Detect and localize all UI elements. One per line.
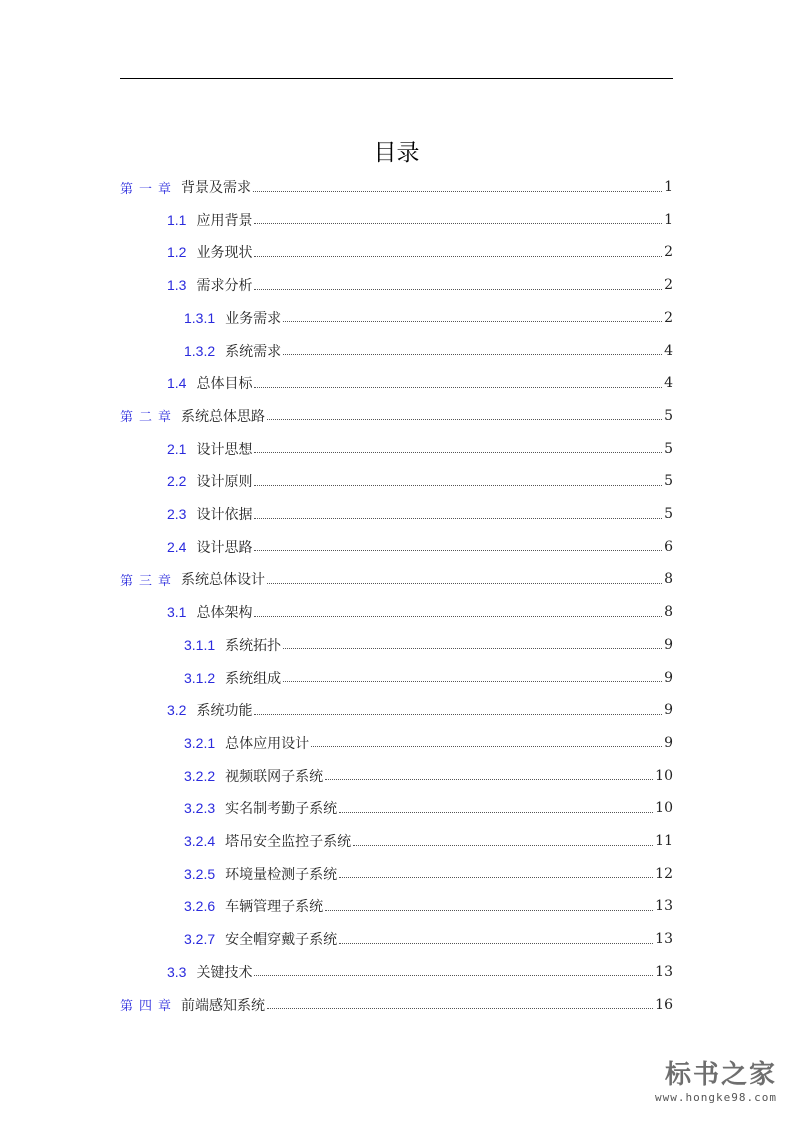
toc-entry-number: 3.2.7 <box>184 931 216 948</box>
toc-entry[interactable] <box>120 370 673 396</box>
toc-entry-number: 2.2 <box>167 473 187 490</box>
toc-entry-number: 3.1 <box>167 604 187 621</box>
toc-entry[interactable] <box>120 403 673 429</box>
toc-entry-label: 安全帽穿戴子系统 <box>225 932 338 949</box>
toc-entry-page: 4 <box>664 375 673 392</box>
toc-leader-dots <box>339 877 653 878</box>
toc-entry[interactable] <box>120 697 673 723</box>
toc-entry-label: 系统总体设计 <box>181 572 266 589</box>
toc-entry[interactable] <box>120 239 673 265</box>
toc-entry-number: 2.3 <box>167 506 187 522</box>
toc-entry-number: 3.2.6 <box>184 898 216 915</box>
toc-entry[interactable] <box>120 632 673 658</box>
toc-entry-page: 9 <box>664 636 673 653</box>
toc-entry-page: 8 <box>664 604 673 621</box>
toc-entry-page: 5 <box>664 473 673 490</box>
watermark-url: www.hongke98.com <box>655 1091 777 1104</box>
toc-entry-page: 2 <box>664 244 673 261</box>
toc-entry-label: 系统组成 <box>225 670 282 687</box>
toc-entry-page: 6 <box>664 538 673 555</box>
toc-entry-number: 2.1 <box>167 440 187 457</box>
toc-entry-page: 2 <box>664 277 673 294</box>
toc-entry-label: 总体目标 <box>196 376 253 393</box>
toc-leader-dots <box>254 975 653 976</box>
toc-leader-dots <box>283 648 662 649</box>
toc-leader-dots <box>254 485 662 486</box>
toc-entry-number: 1.4 <box>167 375 187 392</box>
toc-entry-label: 需求分析 <box>196 278 253 295</box>
toc-entry-page: 1 <box>664 179 673 195</box>
toc-entry-page: 10 <box>655 767 673 784</box>
toc-leader-dots <box>311 746 662 747</box>
toc-entry-label: 实名制考勤子系统 <box>225 801 338 818</box>
toc-entry-page: 9 <box>664 734 673 751</box>
toc-leader-dots <box>339 943 653 944</box>
toc-entry-page: 5 <box>664 440 673 457</box>
toc-leader-dots <box>267 419 662 420</box>
toc-entry-label: 业务现状 <box>196 245 253 262</box>
toc-entry-page: 9 <box>664 669 673 686</box>
toc-leader-dots <box>267 1008 653 1009</box>
toc-entry[interactable] <box>120 893 673 919</box>
toc-leader-dots <box>267 583 662 584</box>
toc-entry-number: 3.1.2 <box>184 669 216 686</box>
toc-entry-number: 1.3.1 <box>184 309 216 326</box>
toc-leader-dots <box>253 191 662 192</box>
toc-leader-dots <box>353 845 653 846</box>
toc-entry-label: 系统总体思路 <box>181 408 266 425</box>
toc-leader-dots <box>254 387 662 388</box>
toc-entry-page: 5 <box>664 407 673 424</box>
toc-entry-number: 3.2.2 <box>184 767 216 784</box>
toc-leader-dots <box>254 714 662 715</box>
toc-entry[interactable] <box>120 436 673 462</box>
toc-entry[interactable] <box>120 566 673 592</box>
toc-entry-page: 4 <box>664 342 673 359</box>
toc-leader-dots <box>254 518 662 519</box>
toc-entry[interactable] <box>120 763 673 789</box>
toc-entry-page: 8 <box>664 571 673 588</box>
toc-entry-number: 3.2 <box>167 702 187 719</box>
toc-entry-page: 1 <box>664 211 673 228</box>
toc-entry[interactable] <box>120 338 673 364</box>
toc-entry-page: 13 <box>655 931 673 948</box>
toc-entry-number: 2.4 <box>167 538 187 555</box>
toc-entry-number: 第二章 <box>120 410 178 426</box>
toc-leader-dots <box>254 550 662 551</box>
toc-entry-page: 2 <box>664 309 673 326</box>
toc-entry[interactable] <box>120 926 673 952</box>
toc-entry-page: 13 <box>655 898 673 915</box>
toc-entry-number: 1.3 <box>167 277 187 294</box>
toc-entry[interactable] <box>120 207 673 233</box>
toc-entry-page: 9 <box>664 702 673 719</box>
toc-entry-label: 设计依据 <box>196 507 253 523</box>
toc-leader-dots <box>283 354 662 355</box>
toc-entry-label: 总体架构 <box>196 605 253 622</box>
toc-entry[interactable] <box>120 992 673 1018</box>
toc-entry[interactable] <box>120 665 673 691</box>
toc-entry[interactable] <box>120 599 673 625</box>
toc-entry-number: 1.2 <box>167 244 187 261</box>
toc-leader-dots <box>254 452 662 453</box>
toc-leader-dots <box>325 910 653 911</box>
toc-entry[interactable] <box>120 468 673 494</box>
toc-entry-number: 3.2.5 <box>184 865 216 882</box>
toc-leader-dots <box>339 812 653 813</box>
toc-entry-label: 系统功能 <box>196 703 253 720</box>
toc-entry-label: 车辆管理子系统 <box>225 899 324 916</box>
toc-entry-label: 背景及需求 <box>181 180 252 196</box>
toc-entry-label: 业务需求 <box>225 310 282 327</box>
toc-entry-label: 塔吊安全监控子系统 <box>225 834 352 850</box>
toc-entry-number: 3.3 <box>167 963 187 980</box>
toc-entry-page: 5 <box>664 506 673 522</box>
toc-entry[interactable] <box>120 534 673 560</box>
toc-leader-dots <box>325 779 653 780</box>
toc-entry[interactable] <box>120 730 673 756</box>
toc-entry-label: 设计思路 <box>196 539 253 556</box>
toc-leader-dots <box>283 681 662 682</box>
toc-entry-label: 应用背景 <box>196 212 253 229</box>
toc-entry-label: 环境量检测子系统 <box>225 866 338 883</box>
toc-entry-number: 1.3.2 <box>184 342 216 359</box>
toc-entry[interactable] <box>120 795 673 821</box>
toc-entry-number: 3.2.1 <box>184 734 216 751</box>
toc-entry-label: 前端感知系统 <box>181 997 266 1014</box>
toc-entry-label: 系统需求 <box>225 343 282 360</box>
toc-entry[interactable] <box>120 174 673 200</box>
toc-entry-label: 视频联网子系统 <box>225 768 324 785</box>
toc-entry-label: 系统拓扑 <box>225 637 282 654</box>
toc-entry-number: 第一章 <box>120 181 178 197</box>
toc-entry-page: 13 <box>655 963 673 980</box>
toc-entry-page: 12 <box>655 865 673 882</box>
toc-entry-number: 第三章 <box>120 573 178 589</box>
toc-leader-dots <box>254 223 662 224</box>
watermark-logo: 标书之家 <box>664 1060 777 1090</box>
toc-entry[interactable] <box>120 501 673 527</box>
toc-entry-number: 第四章 <box>120 999 178 1014</box>
toc-entry[interactable] <box>120 959 673 985</box>
toc-entry-number: 1.1 <box>167 211 187 228</box>
toc-leader-dots <box>254 289 662 290</box>
toc-entry[interactable] <box>120 305 673 331</box>
header-rule <box>120 78 673 79</box>
toc-entry-label: 设计原则 <box>196 474 253 491</box>
toc-entry[interactable] <box>120 861 673 887</box>
toc-entry-page: 10 <box>655 800 673 817</box>
toc-entry-page: 11 <box>655 833 673 849</box>
toc-entry-label: 设计思想 <box>196 441 253 458</box>
toc-leader-dots <box>254 616 662 617</box>
toc-entry-label: 关键技术 <box>196 964 253 981</box>
toc-entry-label: 总体应用设计 <box>225 735 310 752</box>
toc-entry[interactable] <box>120 828 673 854</box>
toc-entry-number: 3.2.3 <box>184 800 216 817</box>
toc-title: 目录 <box>373 140 420 166</box>
toc-leader-dots <box>283 321 662 322</box>
toc-entry-number: 3.2.4 <box>184 833 216 849</box>
toc-entry-page: 16 <box>655 996 673 1013</box>
toc-entry[interactable] <box>120 272 673 298</box>
toc-entry-number: 3.1.1 <box>184 636 216 653</box>
toc-leader-dots <box>254 256 662 257</box>
watermark <box>655 1054 777 1104</box>
